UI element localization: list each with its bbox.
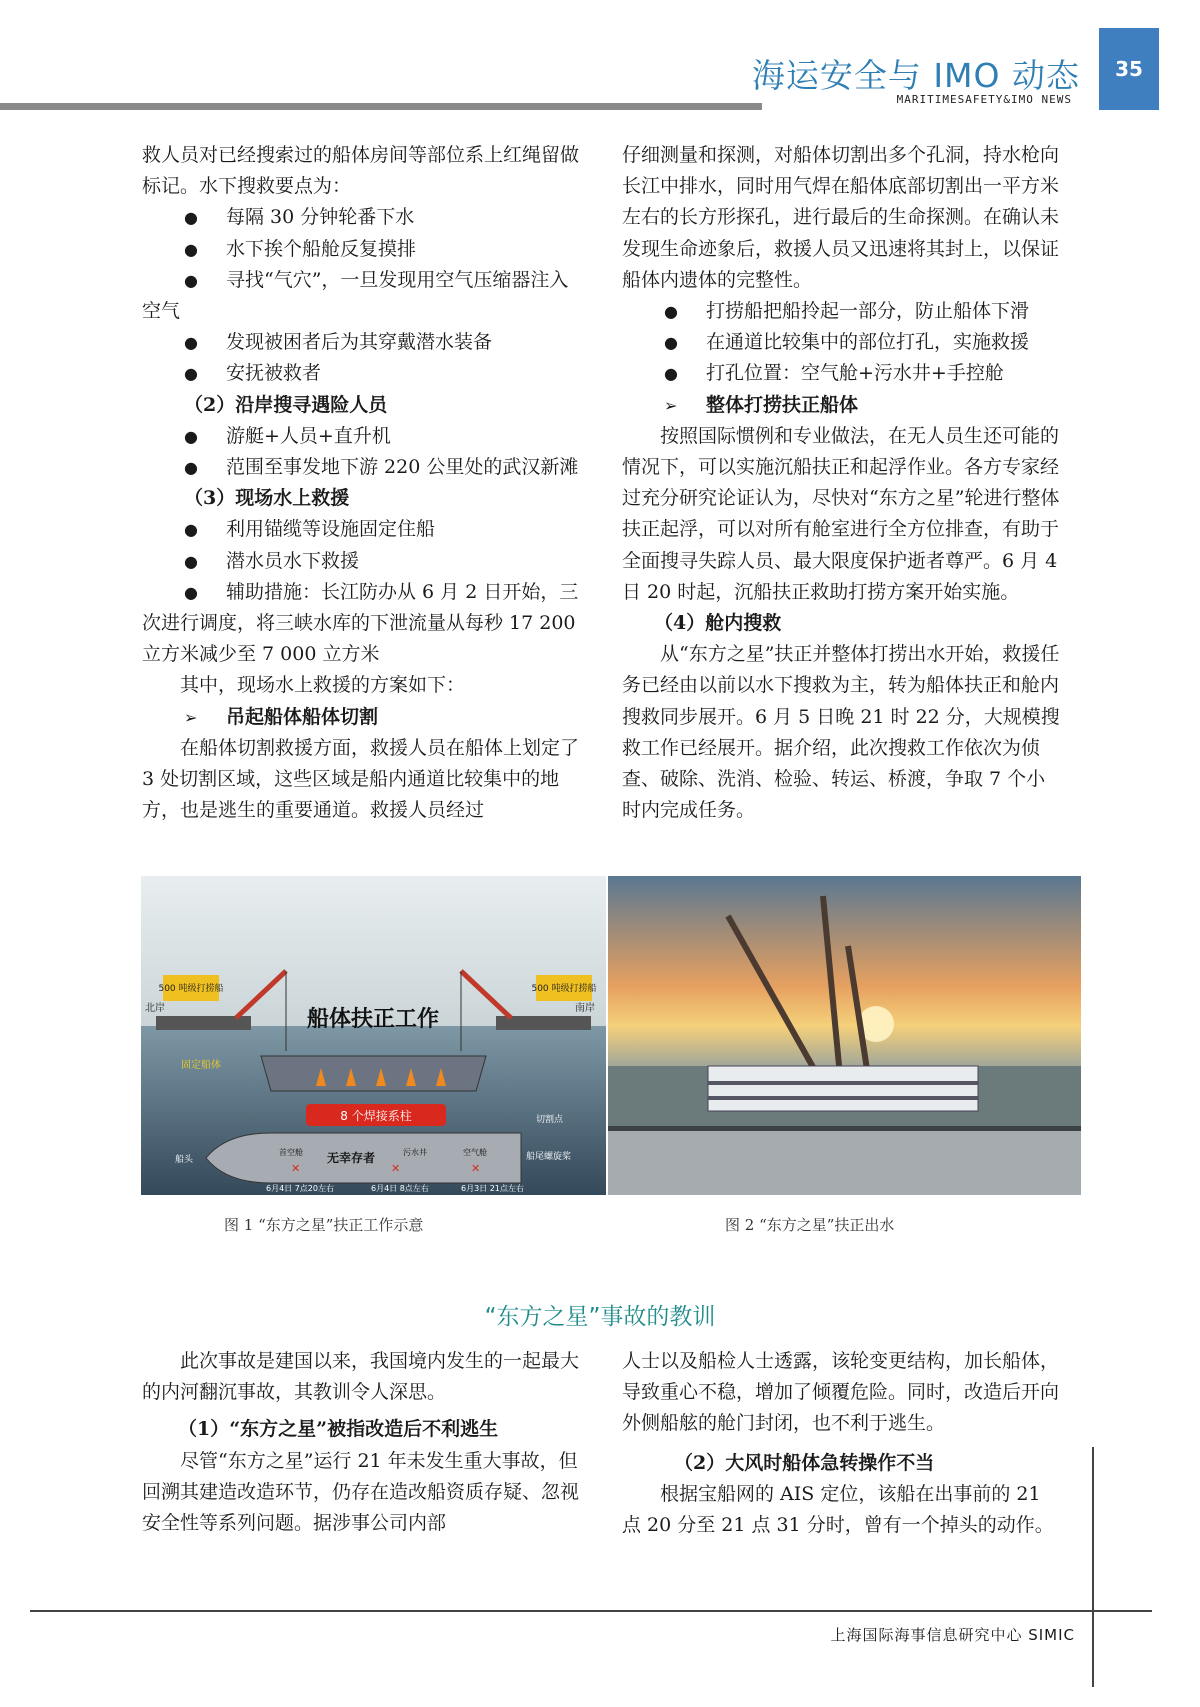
zone-label: 首空舱	[279, 1148, 303, 1157]
paragraph: 按照国际惯例和专业做法，在无人员生还可能的情况下，可以实施沉船扶正和起浮作业。各方专家经过充分研究论证认为，尽快对“东方之星”轮进行整体扶正起浮，可以对所有舱室进行全方位排查，有助于全面搜寻失踪人员、最大限度保护逝者尊严。6 月 4 日 20 时起，沉船扶正救助打捞方案开始实施。	[622, 424, 1060, 603]
stern-label: 船尾螺旋桨	[526, 1152, 572, 1162]
bottom-left-column	[142, 1346, 582, 1539]
rescue-diagram-svg	[141, 876, 606, 1195]
magazine-title: 海运安全与 IMO 动态	[751, 56, 1080, 95]
magazine-subtitle: MARITIMESAFETY&IMO NEWS	[896, 93, 1072, 106]
bullet-item: ● 利用锚缆等设施固定住船	[142, 514, 582, 545]
time-label: 6月3日 21点左右	[461, 1184, 524, 1193]
bullet-item: ● 水下挨个船舱反复摸排	[142, 234, 582, 265]
cut-point-label: 切割点	[536, 1115, 564, 1125]
time-label: 6月4日 8点左右	[371, 1184, 429, 1193]
bullet-item: ● 范围至事发地下游 220 公里处的武汉新滩	[142, 452, 582, 483]
subheading: （2）沿岸搜寻遇险人员	[184, 393, 388, 416]
footer-text: 上海国际海事信息研究中心 SIMIC	[830, 1626, 1075, 1644]
bullet-item: ● 打捞船把船拎起一部分，防止船体下滑	[622, 296, 1062, 327]
bottom-right-column	[622, 1346, 1062, 1541]
south-bank-label: 南岸	[575, 1003, 595, 1014]
bullet-item: ● 每隔 30 分钟轮番下水	[142, 202, 582, 233]
paragraph: 仔细测量和探测，对船体切割出多个孔洞，持水枪向长江中排水，同时用气焊在船体底部切割出一平方米左右的长方形探孔，进行最后的生命探测。在确认未发现生命迹象后，救援人员又迅速将其封上，以保证船体内遗体的完整性。	[622, 144, 1060, 291]
photo-svg	[608, 876, 1081, 1195]
mourners	[608, 1131, 1081, 1195]
paragraph: 从“东方之星”扶正并整体打捞出水开始，救援任务已经由以前以水下搜救为主，转为船体扶正和舱内搜救同步展开。6 月 5 日晚 21 时 22 分，大规模搜救工作已经展开。据介绍，此次搜救工作依次为侦查、破除、洗消、检验、转运、桥渡，争取 7 个小时内完成任务。	[622, 643, 1060, 822]
figure-rescue-diagram	[141, 876, 606, 1195]
bow-label: 船头	[175, 1155, 194, 1165]
figure-photo-righted-ship	[608, 876, 1081, 1195]
paragraph: 根据宝船网的 AIS 定位，该船在出事前的 21 点 20 分至 21 点 31 分时，曾有一个掉头的动作。	[622, 1482, 1054, 1537]
north-bank-label: 北岸	[145, 1003, 165, 1014]
subheading: （1）“东方之星”被指改造后不利逃生	[178, 1418, 499, 1441]
bullet-item: ● 潜水员水下救援	[142, 546, 582, 577]
left-column	[142, 140, 582, 826]
page-number: 35	[1099, 28, 1159, 110]
paragraph: 其中，现场水上救援的方案如下：	[180, 674, 466, 697]
svg-text:✕: ✕	[471, 1162, 481, 1175]
bullet-item: ● 安抚被救者	[142, 358, 582, 389]
footer-rule	[30, 1610, 1152, 1612]
righted-ship	[708, 1066, 978, 1111]
zone-label: 空气舱	[463, 1148, 487, 1157]
bullet-item: ● 寻找“气穴”，一旦发现用空气压缩器注入空气	[142, 265, 582, 327]
bullet-item: ● 辅助措施：长江防办从 6 月 2 日开始，三次进行调度，将三峡水库的下泄流量从每秒 17 200 立方米减少至 7 000 立方米	[142, 577, 582, 671]
paragraph: 尽管“东方之星”运行 21 年未发生重大事故，但回溯其建造改造环节，仍存在造改船资质存疑、忽视安全性等系列问题。据涉事公司内部	[142, 1449, 580, 1535]
paragraph: 救人员对已经搜索过的船体房间等部位系上红绳留做标记。水下搜救要点为：	[142, 144, 580, 198]
subheading: （3）现场水上救援	[184, 487, 350, 510]
figure2-caption: 图 2 “东方之星”扶正出水	[725, 1216, 895, 1234]
subheading: （4）舱内搜救	[654, 612, 782, 635]
fixed-hull-label: 固定船体	[181, 1060, 221, 1071]
figure1-caption: 图 1 “东方之星”扶正工作示意	[224, 1216, 424, 1234]
paragraph: 人士以及船检人士透露，该轮变更结构，加长船体，导致重心不稳，增加了倾覆危险。同时，改造后开向外侧船舷的舱门封闭，也不利于逃生。	[622, 1350, 1060, 1435]
arrow-heading: ➢ 吊起船体船体切割	[142, 702, 582, 733]
diagram-title: 船体扶正工作	[306, 1007, 440, 1032]
bullet-item: ● 发现被困者后为其穿戴潜水装备	[142, 327, 582, 358]
header-rule	[0, 103, 762, 110]
zone-label: 污水井	[403, 1148, 427, 1157]
subheading: （2）大风时船体急转操作不当	[674, 1451, 935, 1474]
weld-columns-label: 8 个焊接系柱	[340, 1109, 412, 1123]
crane-label-left: 500 吨级打捞船	[158, 984, 224, 994]
time-label: 6月4日 7点20左右	[266, 1184, 334, 1193]
section-title: “东方之星”事故的教训	[484, 1304, 716, 1330]
bullet-item: ● 打孔位置：空气舱+污水井+手控舱	[622, 358, 1062, 389]
no-survivors-label: 无幸存者	[326, 1151, 376, 1165]
bullet-item: ● 游艇+人员+直升机	[142, 421, 582, 452]
svg-text:✕: ✕	[291, 1162, 301, 1175]
capsized-hull	[261, 1056, 486, 1091]
paragraph: 此次事故是建国以来，我国境内发生的一起最大的内河翻沉事故，其教训令人深思。	[142, 1350, 580, 1404]
paragraph: 在船体切割救援方面，救援人员在船体上划定了 3 处切割区域，这些区域是船内通道比较集中的地方，也是逃生的重要通道。救援人员经过	[142, 736, 580, 822]
crane-label-right: 500 吨级打捞船	[531, 984, 597, 994]
footer-vertical-rule	[1092, 1447, 1094, 1687]
right-column	[622, 140, 1062, 826]
svg-text:✕: ✕	[391, 1162, 401, 1175]
bullet-item: ● 在通道比较集中的部位打孔，实施救援	[622, 327, 1062, 358]
arrow-heading: ➢ 整体打捞扶正船体	[622, 390, 1062, 421]
